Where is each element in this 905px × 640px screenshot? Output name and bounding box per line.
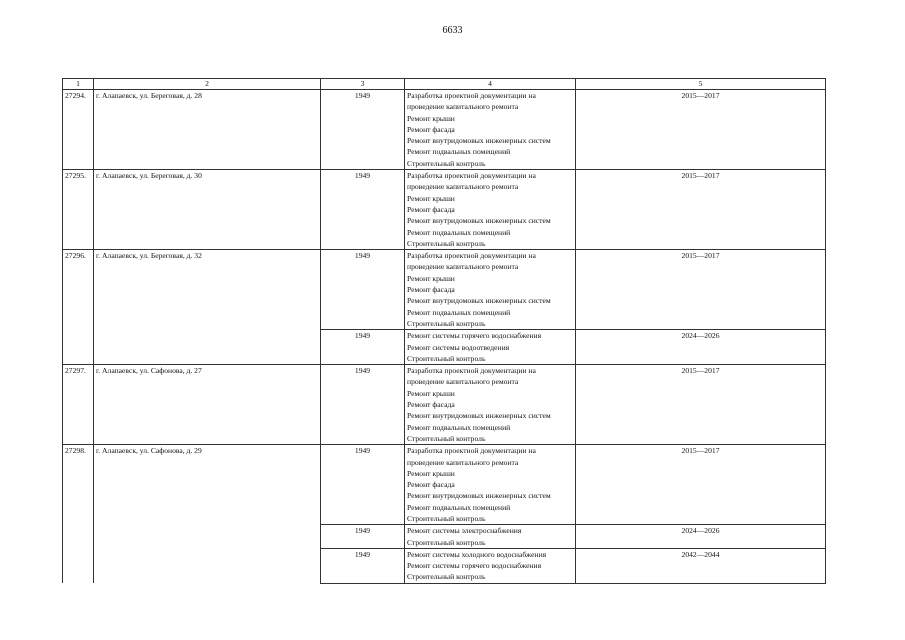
row-number: 27294. [63,90,94,170]
table-row [63,365,826,445]
period-cell: 2015—2017 [576,365,826,445]
page-number: 6633 [442,25,463,36]
work-item: Ремонт системы холодного водоснабжения [407,549,547,559]
work-item: Строительный контроль [407,238,486,248]
work-item: Ремонт фасада [407,204,455,214]
repair-schedule-table [62,78,826,584]
work-item: Ремонт внутридомовых инженерных систем [407,296,551,306]
year-cell: 1949 [321,445,405,525]
works-cell [405,525,576,549]
address-cell: г. Алапаевск, ул. Береговая, д. 30 [94,170,321,250]
work-item: Ремонт крыши [407,193,455,203]
work-item: Строительный контроль [407,433,486,443]
work-item: Строительный контроль [407,353,486,363]
work-item: Строительный контроль [407,318,486,328]
address-cell: г. Алапаевск, ул. Сафонова, д. 29 [94,445,321,584]
row-number: 27297. [63,365,94,445]
year-cell: 1949 [321,365,405,445]
header-col-1: 1 [63,79,94,90]
works-cell [405,548,576,583]
address-cell: г. Алапаевск, ул. Береговая, д. 32 [94,250,321,365]
header-col-5: 5 [576,79,826,90]
period-cell: 2015—2017 [576,445,826,525]
work-item: Ремонт внутридомовых инженерных систем [407,136,551,146]
work-item: Ремонт подвальных помещений [407,422,511,432]
year-cell: 1949 [321,250,405,330]
row-number: 27296. [63,250,94,365]
work-item: Ремонт крыши [407,468,455,478]
work-item: Ремонт фасада [407,400,455,410]
work-item: Ремонт фасада [407,124,455,134]
row-number: 27298. [63,445,94,584]
work-item: Разработка проектной документации на [407,251,536,261]
work-item: Ремонт внутридомовых инженерных систем [407,411,551,421]
year-cell: 1949 [321,90,405,170]
work-item: Ремонт подвальных помещений [407,307,511,317]
header-row [63,79,826,90]
row-number: 27295. [63,170,94,250]
work-item: Строительный контроль [407,513,486,523]
table-row [63,250,826,330]
period-cell: 2015—2017 [576,250,826,330]
works-cell [405,365,576,445]
work-item: проведение капитального ремонта [407,182,519,192]
year-cell: 1949 [321,548,405,583]
work-item: Ремонт системы горячего водоснабжения [407,561,542,571]
work-item: Ремонт системы горячего водоснабжения [407,331,542,341]
work-item: Строительный контроль [407,572,486,582]
work-item: Ремонт крыши [407,388,455,398]
address-cell: г. Алапаевск, ул. Береговая, д. 28 [94,90,321,170]
period-cell: 2024—2026 [576,330,826,365]
work-item: Разработка проектной документации на [407,91,536,100]
work-item: Ремонт внутридомовых инженерных систем [407,491,551,501]
address-cell: г. Алапаевск, ул. Сафонова, д. 27 [94,365,321,445]
work-item: Строительный контроль [407,537,486,547]
year-cell: 1949 [321,330,405,365]
work-item: Ремонт внутридомовых инженерных систем [407,216,551,226]
work-item: Разработка проектной документации на [407,446,536,456]
work-item: Строительный контроль [407,158,486,168]
work-item: Разработка проектной документации на [407,366,536,376]
work-item: Ремонт фасада [407,480,455,490]
work-item: Ремонт подвальных помещений [407,227,511,237]
work-item: проведение капитального ремонта [407,377,519,387]
works-cell [405,170,576,250]
work-item: проведение капитального ремонта [407,102,519,112]
work-item: Ремонт подвальных помещений [407,147,511,157]
period-cell: 2015—2017 [576,170,826,250]
table-row [63,90,826,170]
works-cell [405,250,576,330]
period-cell: 2015—2017 [576,90,826,170]
works-cell [405,445,576,525]
work-item: Ремонт подвальных помещений [407,502,511,512]
period-cell: 2024—2026 [576,525,826,549]
work-item: проведение капитального ремонта [407,262,519,272]
works-cell [405,330,576,365]
header-col-3: 3 [321,79,405,90]
period-cell: 2042—2044 [576,548,826,583]
work-item: проведение капитального ремонта [407,457,519,467]
work-item: Ремонт крыши [407,273,455,283]
header-col-2: 2 [94,79,321,90]
year-cell: 1949 [321,525,405,549]
work-item: Ремонт крыши [407,113,455,123]
year-cell: 1949 [321,170,405,250]
table-row [63,170,826,250]
work-item: Ремонт фасада [407,285,455,295]
work-item: Ремонт системы водоотведения [407,342,510,352]
work-item: Ремонт системы электроснабжения [407,526,522,536]
header-col-4: 4 [405,79,576,90]
work-item: Разработка проектной документации на [407,171,536,181]
table-row [63,445,826,525]
works-cell [405,90,576,170]
